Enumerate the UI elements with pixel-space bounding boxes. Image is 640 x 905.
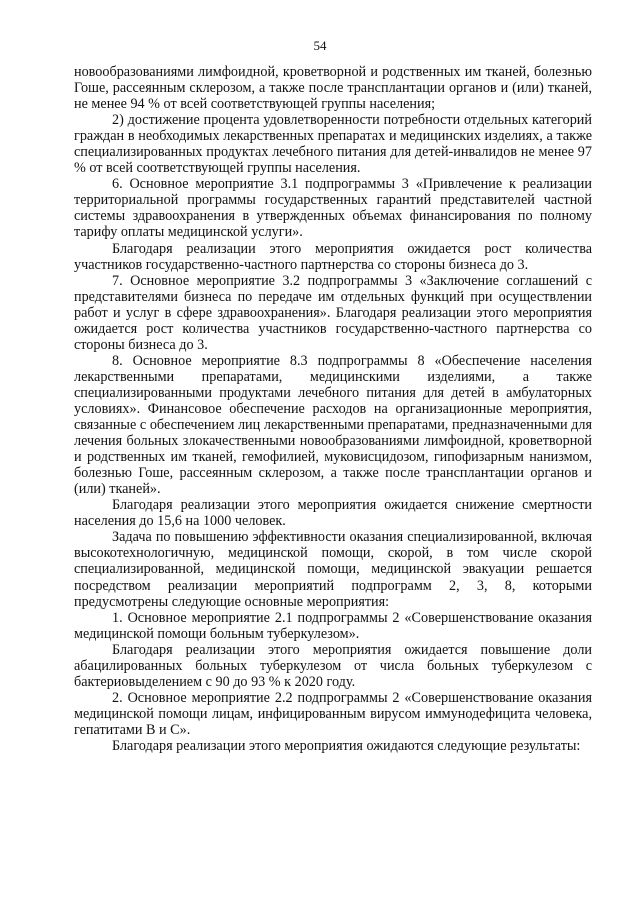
paragraph-measure-7: 7. Основное мероприятие 3.2 подпрограммы 3 «Заключение соглашений с представителями бизнеса по передаче им отдельных функций при осуществлении работ и услуг в сфере здравоохранения». Благодаря реализации этого мероприятия ожидается рост количества участников государственно-частного партнерства со стороны бизнеса до 3. bbox=[74, 272, 592, 353]
paragraph-result-2-1: Благодаря реализации этого мероприятия ожидается повышение доли абацилированных больных туберкулезом от числа больных туберкулезом с бактериовыделением с 90 до 93 % к 2020 году. bbox=[74, 641, 592, 690]
paragraph-measure-8: 8. Основное мероприятие 8.3 подпрограммы 8 «Обеспечение населения лекарственными препаратами, медицинскими изделиями, а также специализированными продуктами лечебного питания для детей в амбулаторных условиях». Финансовое обеспечение расходов на организационные мероприятия, связанные с обеспечением лиц лекарственными препаратами, предназначенными для лечения больных злокачественными новообразованиями лимфоидной, кроветворной и родственных им тканей, гемофилией, муковисцидозом, гипофизарным нанизмом, болезнью Гоше, рассеянным склерозом, а также после трансплантации органов и (или) тканей». bbox=[74, 352, 592, 498]
paragraph-measure-6: 6. Основное мероприятие 3.1 подпрограммы 3 «Привлечение к реализации территориальной программы государственных гарантий представителей частной системы здравоохранения в утвержденных объемах финансирования по полному тарифу оплаты медицинской услуги». bbox=[74, 176, 592, 241]
paragraph-measure-2-1: 1. Основное мероприятие 2.1 подпрограммы 2 «Совершенствование оказания медицинской помощи больным туберкулезом». bbox=[74, 609, 592, 642]
page-number: 54 bbox=[313, 38, 327, 53]
paragraph-result-2-2: Благодаря реализации этого мероприятия ожидаются следующие результаты: bbox=[112, 737, 581, 754]
paragraph-continuation: новообразованиями лимфоидной, кроветворной и родственных им тканей, болезнью Гоше, рассеянным склерозом, а также после трансплантации органов и (или) тканей, не менее 94 % от всей соответствующей группы населения; bbox=[74, 64, 592, 113]
paragraph-task: Задача по повышению эффективности оказания специализированной, включая высокотехнологичную, медицинской помощи, скорой, в том числе скорой специализированной, медицинской помощи, медицинской эвакуации решается посредством реализации мероприятий подпрограмм 2, 3, 8, которыми предусмотрены следующие основные мероприятия: bbox=[74, 529, 592, 610]
paragraph-result-8: Благодаря реализации этого мероприятия ожидается снижение смертности населения до 15,6 на 1000 человек. bbox=[74, 497, 592, 530]
paragraph-measure-2-2: 2. Основное мероприятие 2.2 подпрограммы 2 «Совершенствование оказания медицинской помощи лицам, инфицированным вирусом иммунодефицита человека, гепатитами В и С». bbox=[74, 689, 592, 738]
paragraph-item-2: 2) достижение процента удовлетворенности потребности отдельных категорий граждан в необходимых лекарственных препаратах и медицинских изделиях, а также специализированных продуктах лечебного питания для детей-инвалидов не менее 97 % от всей соответствующей группы населения. bbox=[74, 112, 592, 177]
paragraph-result-6: Благодаря реализации этого мероприятия ожидается рост количества участников государственно-частного партнерства со стороны бизнеса до 3. bbox=[74, 240, 592, 273]
document-body bbox=[74, 64, 592, 754]
